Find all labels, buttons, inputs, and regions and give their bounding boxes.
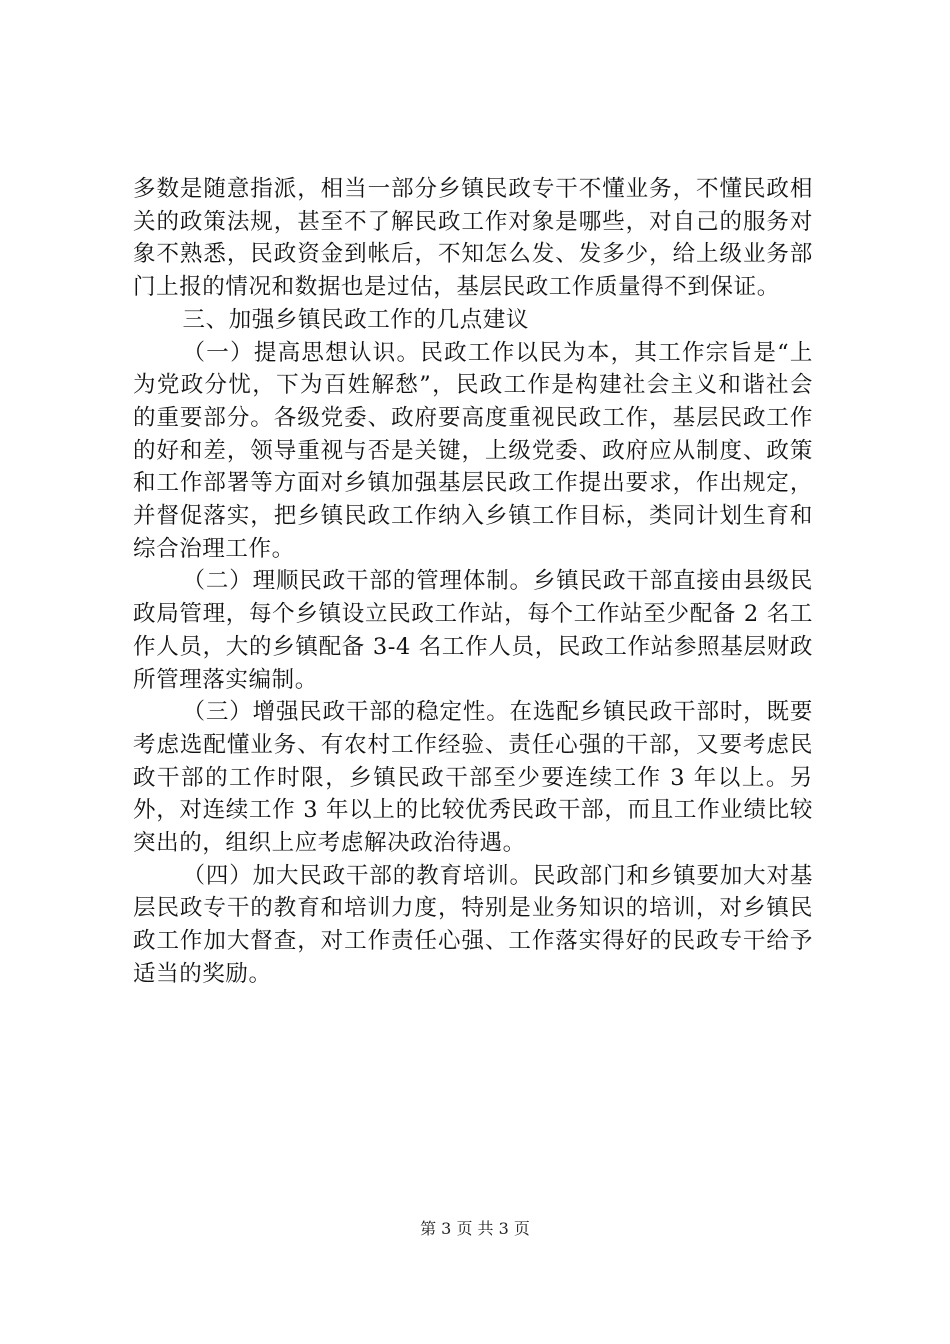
paragraph-item-3: （三）增强民政干部的稳定性。在选配乡镇民政干部时，既要考虑选配懂业务、有农村工作经验、责任心强的干部，又要考虑民政干部的工作时限，乡镇民政干部至少要连续工作 3 年以上。另外，对连续工作 3 年以上的比较优秀民政干部，而且工作业绩比较突出的，组织上应考虑解决政治待遇。 (133, 699, 813, 857)
page-footer: 第 3 页 共 3 页 (420, 1219, 530, 1238)
paragraph-item-2: （二）理顺民政干部的管理体制。乡镇民政干部直接由县级民政局管理，每个乡镇设立民政工作站，每个工作站至少配备 2 名工作人员，大的乡镇配备 3-4 名工作人员，民政工作站参照基层财政所管理落实编制。 (133, 568, 813, 693)
document-body (133, 173, 813, 991)
section-heading: 三、加强乡镇民政工作的几点建议 (182, 306, 530, 333)
paragraph-item-1: （一）提高思想认识。民政工作以民为本，其工作宗旨是“上为党政分忧，下为百姓解愁”，民政工作是构建社会主义和谐社会的重要部分。各级党委、政府要高度重视民政工作，基层民政工作的好和差，领导重视与否是关键，上级党委、政府应从制度、政策和工作部署等方面对乡镇加强基层民政工作提出要求，作出规定，并督促落实，把乡镇民政工作纳入乡镇工作目标，类同计划生育和综合治理工作。 (133, 339, 813, 562)
paragraph-item-4: （四）加大民政干部的教育培训。民政部门和乡镇要加大对基层民政专干的教育和培训力度，特别是业务知识的培训，对乡镇民政工作加大督查，对工作责任心强、工作落实得好的民政专干给予适当的奖励。 (133, 862, 813, 987)
paragraph-continuation: 多数是随意指派，相当一部分乡镇民政专干不懂业务，不懂民政相关的政策法规，甚至不了解民政工作对象是哪些，对自己的服务对象不熟悉，民政资金到帐后，不知怎么发、发多少，给上级业务部门上报的情况和数据也是过估，基层民政工作质量得不到保证。 (133, 176, 813, 301)
